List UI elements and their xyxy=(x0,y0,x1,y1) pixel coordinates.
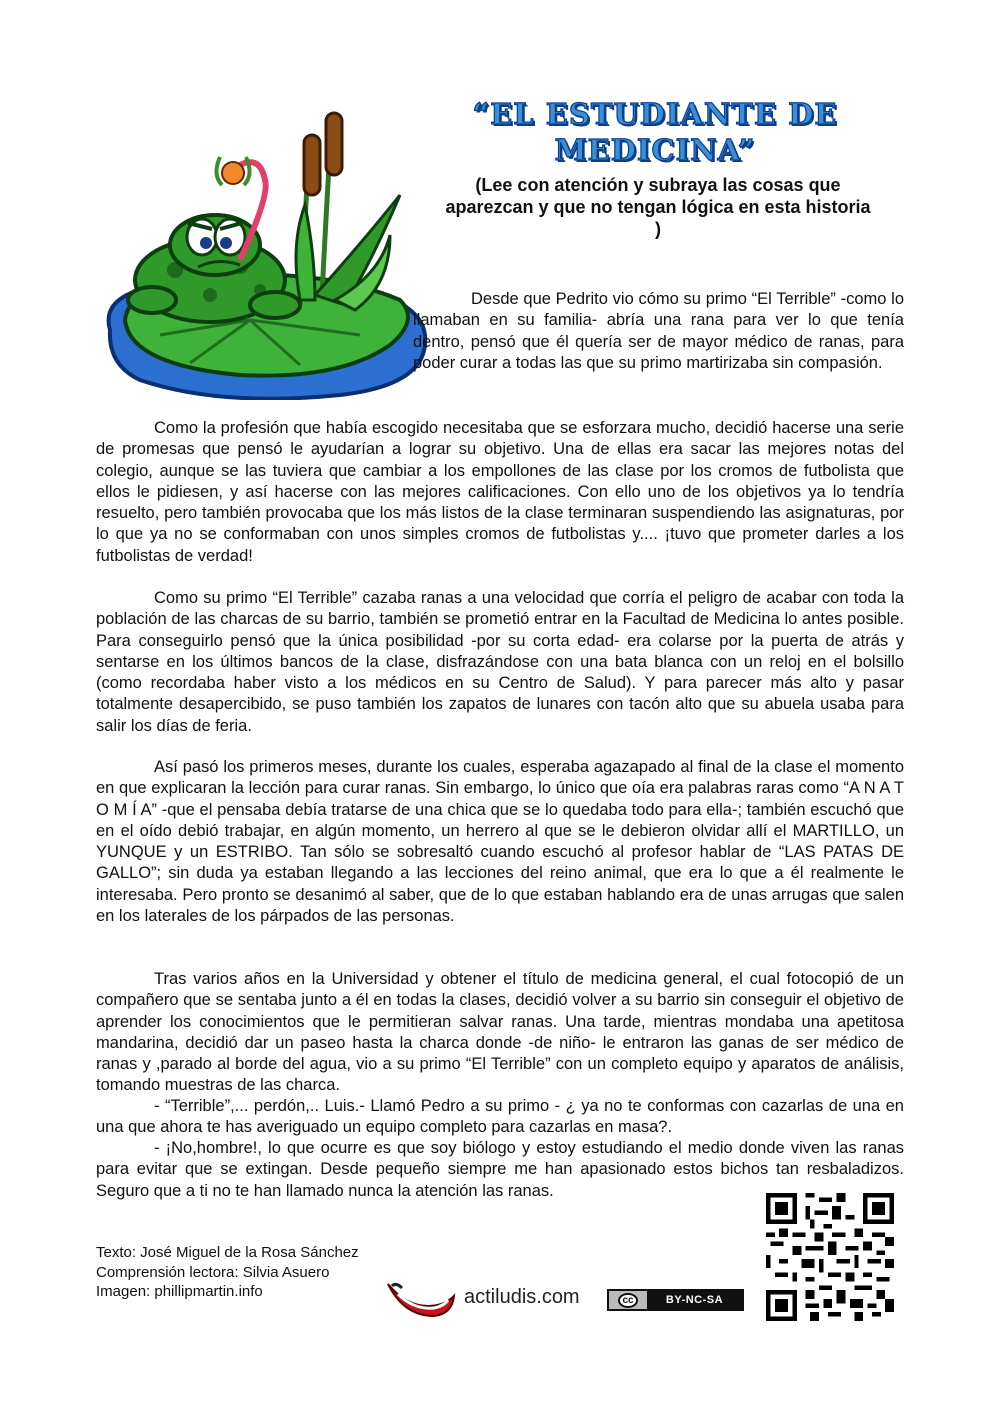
actiludis-logo xyxy=(384,1276,456,1322)
license-label: BY-NC-SA xyxy=(647,1291,742,1309)
credits xyxy=(96,1243,359,1302)
story-paragraph-3: Como su primo “El Terrible” cazaba ranas a una velocidad que corría el peligro de acabar con toda la población de las charcas de su barrio, también se prometió entrar en la Facultad de Medicina lo antes posible. Para conseguirlo pensó que la única posibilidad -por su corta edad- era colarse por la puerta de atrás y sentarse en los últimos bancos de la clase, disfrazándose con una bata blanca con un reloj en el bolsillo (como recordaba haber visto a los médicos en su Centro de Salud). Y para parecer más alto y pasar totalmente desapercibido, se puso también los zapatos de lunares con tacón alto que su abuela usaba para salir los días de feria. xyxy=(96,589,904,735)
page-title: “EL ESTUDIANTE DE MEDICINA” xyxy=(472,97,838,167)
story-paragraph-2: Como la profesión que había escogido necesitaba que se esforzara mucho, decidió hacerse una serie de promesas que pensó le ayudarían a lograr su objetivo. Una de ellas era sacar las mejores notas del colegio, aunque se las tuviera que cambiar a los empollones de las clase por los cromos de futbolista que ellos le pidiesen, y así hacerse con las mejores calificaciones. Con ello uno de los objetivos ya lo tendría resuelto, pero también provocaba que los más listos de la clase terminaran suspendiendo las asignaturas, por lo que ya no se conformaban con unos simples cromos de futbolistas y.... ¡tuvo que prometer darles a los futbolistas de verdad! xyxy=(96,419,904,565)
frog-illustration xyxy=(100,95,430,400)
cc-icon: cc xyxy=(609,1291,647,1309)
credit-text: Texto: José Miguel de la Rosa Sánchez xyxy=(96,1244,359,1261)
brand-footer xyxy=(384,1276,744,1322)
credit-comprehension: Comprensión lectora: Silvia Asuero xyxy=(96,1263,330,1281)
qr-code xyxy=(766,1193,894,1321)
instructions: (Lee con atención y subraya las cosas que aparezcan y que no tengan lógica en esta historia ) xyxy=(445,175,871,239)
credit-image: Imagen: phillipmartin.info xyxy=(96,1283,263,1300)
story-paragraph-5: Tras varios años en la Universidad y obtener el título de medicina general, el cual fotocopió de un compañero que se sentaba junto a él en todas la clases, decidió volver a su barrio sin conseguir el objetivo de aprender los conocimientos que le permitieran salvar ranas. Una tarde, mientras mondaba una apetitosa mandarina, decidió dar un paseo hasta la charca donde -de niño- le entraron las ganas de ser médico de ranas y ,parado al borde del agua, vio a su primo “El Terrible” con un completo equipo y aparatos de análisis, tomando muestras de las charca. xyxy=(96,970,904,1095)
story-paragraph-4: Así pasó los primeros meses, durante los cuales, esperaba agazapado al final de la clase el momento en que explicaran la lección para curar ranas. Sin embargo, lo único que oía era palabras raras como “A N A T O M Í A” -que el pensaba debía tratarse de una chica que se lo quedaba todo para ella-; también escuchó que en el oído debió trabajar, en algún momento, un herrero al que se le debieron olvidar allí el MARTILLO, un YUNQUE y un ESTRIBO. Tan sólo se sobresaltó cuando escuchó al profesor hablar de “LAS PATAS DE GALLO”; sin duda ya estaban llegando a las lecciones del reino animal, que era lo que a él realmente le interesaba. Pero pronto se desanimó al saber, que de lo que estaban hablando era de unas arrugas que salen en los laterales de los párpados de las personas. xyxy=(96,758,904,926)
brand-name: actiludis.com xyxy=(464,1286,580,1308)
dialogue-line-2: - ¡No,hombre!, lo que ocurre es que soy biólogo y estoy estudiando el medio donde viven las ranas para evitar que se extingan. Desde pequeño siempre me han apasionado estos bichos tan resbaladizos. Seguro que a ti no te han llamado nunca la atención las ranas. xyxy=(96,1139,904,1200)
story-paragraph-1: Desde que Pedrito vio cómo su primo “El Terrible” -como lo llamaban en su familia- abría una rana para ver lo que tenía dentro, pensó que él quería ser de mayor médico de ranas, para poder curar a todas las que su primo martirizaba sin compasión. xyxy=(413,290,904,372)
license-badge xyxy=(607,1289,744,1311)
dialogue-line-1: - “Terrible”,... perdón,.. Luis.- Llamó Pedro a su primo - ¿ ya no te conformas con cazarlas de una en una que ahora te has averiguado un equipo completo para cazarlas en masa?. xyxy=(96,1097,904,1137)
